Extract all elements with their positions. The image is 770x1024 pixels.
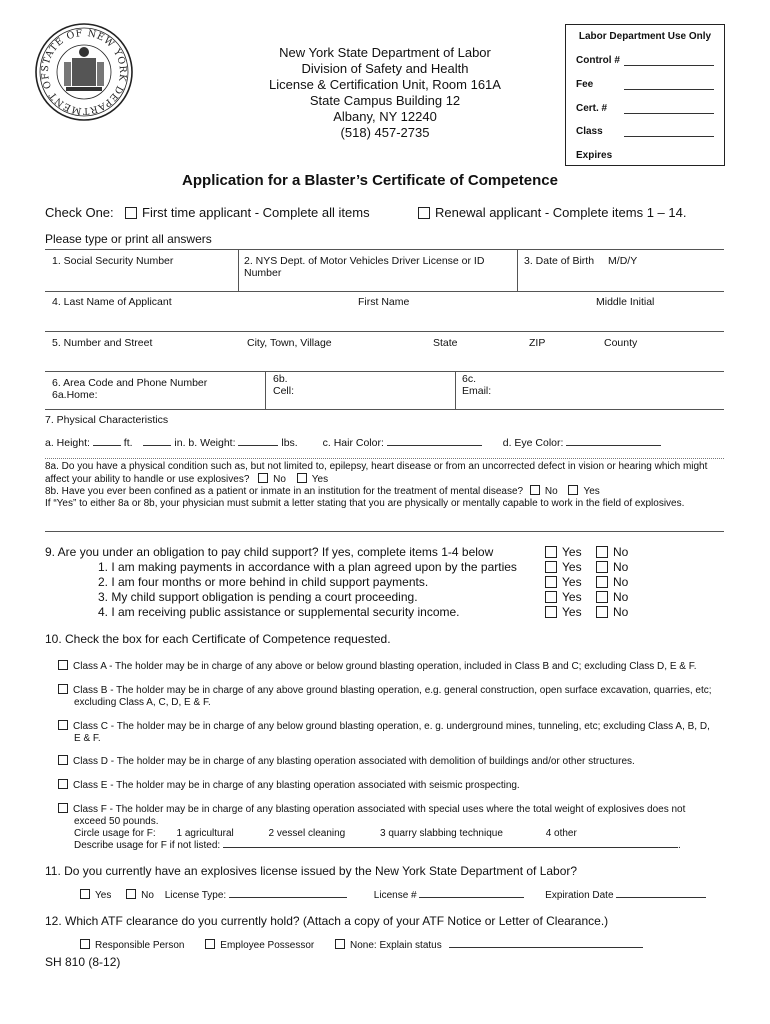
class-c-checkbox[interactable] [58,720,68,730]
agency-address-block [235,45,535,141]
email-number-label: 6c. [462,373,477,385]
q11-no-label: No [141,890,154,901]
license-number-label: License # [373,890,417,901]
city-field[interactable] [247,337,332,349]
q9-1-yes-checkbox[interactable] [545,561,557,573]
first-time-label: First time applicant - Complete all items [142,205,370,220]
q9-4-yes-checkbox[interactable] [545,606,557,618]
circle-usage-label: Circle usage for F: [74,828,156,839]
dmv-label: 2. NYS Dept. of Motor Vehicles Driver License or ID Number [244,255,485,279]
division-name: Division of Safety and Health [301,61,469,76]
control-number-label: Control # [576,55,620,66]
q9-1-yes-label: Yes [562,560,582,574]
instruction-text: Please type or print all answers [45,232,212,246]
middle-initial-field[interactable] [596,296,654,308]
describe-period: . [677,840,681,851]
q9-yes-label: Yes [562,545,582,559]
class-c-label: Class C - The holder may be in charge of any below ground blasting operation, e. g. underground mines, tunneling, etc; excluding Class A, B, D, [73,721,710,732]
class-e-checkbox[interactable] [58,779,68,789]
q9-3-yes-checkbox[interactable] [545,591,557,603]
dob-label: 3. Date of Birth [524,255,595,267]
q8a-yes-label: Yes [311,473,329,485]
q9-2-no-checkbox[interactable] [596,576,608,588]
department-use-title: Labor Department Use Only [578,31,712,42]
county-field[interactable] [604,337,637,349]
cell-number-label: 6b. [273,373,288,385]
class-f-label-2: exceed 50 pounds. [74,816,159,827]
q9-4-no-label: No [613,605,629,619]
q9-item-4: 4. I am receiving public assistance or supplemental security income. [98,605,460,619]
city-state-zip: Albany, NY 12240 [333,109,437,124]
physical-title: 7. Physical Characteristics [45,414,169,426]
class-d-option[interactable] [58,755,635,768]
hair-field[interactable] [387,445,482,446]
q8a-no-checkbox[interactable] [258,473,268,483]
height-in-field[interactable] [143,445,171,446]
fee-label: Fee [576,79,594,90]
q8a-no-label: No [273,473,286,485]
responsible-person-label: Responsible Person [95,940,185,951]
describe-usage-field[interactable] [223,847,678,848]
q8b-no-label: No [544,486,558,498]
license-type-label: License Type: [164,890,227,901]
street-label: 5. Number and Street [52,337,153,349]
ssn-field[interactable] [52,255,173,267]
license-type-field[interactable] [229,897,347,898]
none-label: None: Explain status [350,940,442,951]
q11-no-checkbox[interactable] [126,889,136,899]
class-c-label-2: E & F. [74,733,101,744]
q9-yes-column [545,545,582,620]
employee-possessor-label: Employee Possessor [220,940,315,951]
q8-note: If “Yes” to either 8a or 8b, your physician must submit a letter stating that you are physically or mentally capable to work in the field of explosives. [45,497,685,509]
q8a-text: 8a. Do you have a physical condition such as, but not limited to, epilepsy, heart disease or from an uncorrected defect in vision or hearing which might [45,461,708,472]
ft-label: ft. [123,437,133,449]
eye-label: d. Eye Color: [502,437,564,449]
q9-item-2: 2. I am four months or more behind in child support payments. [98,575,429,589]
q10-title: 10. Check the box for each Certificate of Competence requested. [45,632,391,646]
q8b-text: 8b. Have you ever been confined as a patient or inmate in an institution for the treatment of mental disease? [45,486,524,498]
cell-phone-field[interactable] [273,373,294,397]
cert-number-field[interactable] [624,113,714,114]
form-number: SH 810 (8-12) [45,955,121,969]
last-name-label: 4. Last Name of Applicant [52,296,172,308]
zip-field[interactable] [529,337,545,349]
question-8 [45,461,725,509]
class-a-label: Class A - The holder may be in charge of any above or below ground blasting operation, included in Class B and C; excluding Class D, E & F. [73,661,697,672]
q9-4-no-checkbox[interactable] [596,606,608,618]
q9-2-no-label: No [613,575,629,589]
physical-row [45,437,661,449]
q8b-yes-checkbox[interactable] [568,485,578,495]
class-f-checkbox[interactable] [58,803,68,813]
usage-quarry-slabbing[interactable]: 3 quarry slabbing technique [380,828,503,839]
weight-label: b. Weight: [188,437,236,449]
class-f-option[interactable] [58,803,726,852]
class-a-option[interactable] [58,660,697,673]
q8b-no-checkbox[interactable] [530,485,540,495]
none-checkbox[interactable] [335,939,345,949]
q9-yes-checkbox[interactable] [545,546,557,558]
usage-other[interactable]: 4 other [545,828,577,839]
q8a-yes-checkbox[interactable] [297,473,307,483]
city-label: City, Town, Village [247,337,332,349]
dmv-field[interactable] [244,255,509,279]
first-name-label: First Name [358,296,410,308]
class-e-label: Class E - The holder may be in charge of any blasting operation associated with seismic prospecting. [73,780,520,791]
class-b-option[interactable] [58,684,712,709]
class-d-label: Class D - The holder may be in charge of any blasting operation associated with demolition of buildings and/or other structures. [73,756,635,767]
lbs-label: lbs. [281,437,298,449]
usage-vessel-cleaning[interactable]: 2 vessel cleaning [268,828,346,839]
class-f-usage-row [58,828,726,840]
q9-no-label: No [613,545,629,559]
q9-no-checkbox[interactable] [596,546,608,558]
phone-label: 6. Area Code and Phone Number [52,377,208,389]
q9-4-yes-label: Yes [562,605,582,619]
seal-text: STATE OF NEW YORK DEPARTMENT OF [39,27,129,117]
class-b-label: Class B - The holder may be in charge of any above ground blasting operation, e.g. general construction, open surface excavation, quarries, etc; [73,685,712,696]
in-label: in. [174,437,186,449]
zip-label: ZIP [529,337,546,349]
q11-yes-checkbox[interactable] [80,889,90,899]
q11-yes-label: Yes [95,890,112,901]
first-time-checkbox[interactable] [125,207,137,219]
q9-item-1: 1. I am making payments in accordance with a plan agreed upon by the parties [98,560,517,574]
building-name: State Campus Building 12 [309,93,461,108]
height-ft-field[interactable] [93,445,121,446]
q11-row [80,889,706,901]
last-name-field[interactable] [52,296,172,308]
employee-possessor-checkbox[interactable] [205,939,215,949]
q12-row [80,939,643,951]
q9-2-yes-label: Yes [562,575,582,589]
class-f-label: Class F - The holder may be in charge of any blasting operation associated with special uses where the total weight of explosives does not [73,804,686,815]
street-field[interactable] [52,337,152,349]
dob-field[interactable] [524,255,637,267]
q9-text: 9. Are you under an obligation to pay child support? If yes, complete items 1-4 below [45,545,494,559]
q9-3-yes-label: Yes [562,590,582,604]
department-use-box [565,24,725,166]
renewal-option[interactable] [418,205,686,220]
fee-field[interactable] [624,89,714,90]
agency-name: New York State Department of Labor [279,45,491,60]
middle-initial-label: Middle Initial [596,296,655,308]
q8b-yes-label: Yes [583,486,600,498]
describe-usage-label: Describe usage for F if not listed: [74,840,221,851]
describe-usage-row [58,840,726,852]
q9-1-no-label: No [613,560,629,574]
home-phone-field[interactable] [52,377,207,401]
q9-3-no-checkbox[interactable] [596,591,608,603]
county-label: County [604,337,638,349]
q8a-text-2: affect your ability to handle or use explosives? [45,473,250,485]
responsible-person-checkbox[interactable] [80,939,90,949]
q9-item-3: 3. My child support obligation is pending a court proceeding. [98,590,418,604]
department-seal [34,22,134,122]
class-b-label-2: excluding Class A, C, D, E & F. [74,697,211,708]
usage-agricultural[interactable]: 1 agricultural [176,828,234,839]
email-label: Email: [462,385,492,397]
class-e-option[interactable] [58,779,520,792]
ssn-label: 1. Social Security Number [52,255,174,267]
first-name-field[interactable] [358,296,409,308]
eye-field[interactable] [566,445,661,446]
dob-format: M/D/Y [608,255,638,267]
control-number-field[interactable] [624,65,714,66]
state-label: State [433,337,458,349]
height-label: a. Height: [45,437,90,449]
agency-phone: (518) 457-2735 [340,125,430,140]
cell-label: Cell: [273,385,295,397]
form-title: Application for a Blaster’s Certificate of Competence [182,172,558,189]
email-field[interactable] [462,373,491,397]
class-b-checkbox[interactable] [58,684,68,694]
q9-no-column [596,545,628,620]
none-explain-field[interactable] [449,947,643,948]
class-field[interactable] [624,136,714,137]
check-one-label: Check One: [45,205,114,220]
q9-1-no-checkbox[interactable] [596,561,608,573]
hair-label: c. Hair Color: [322,437,384,449]
state-field[interactable] [433,337,458,349]
q12-title: 12. Which ATF clearance do you currently hold? (Attach a copy of your ATF Notice or Letter of Clearance.) [45,914,609,928]
unit-name: License & Certification Unit, Room 161A [269,77,501,92]
expiration-date-label: Expiration Date [545,890,614,901]
renewal-label: Renewal applicant - Complete items 1 – 14. [435,205,687,220]
class-c-option[interactable] [58,720,710,745]
class-a-checkbox[interactable] [58,660,68,670]
class-d-checkbox[interactable] [58,755,68,765]
q9-items [98,560,517,620]
q11-title: 11. Do you currently have an explosives license issued by the New York State Department of Labor? [45,864,578,878]
home-label: 6a.Home: [52,389,98,401]
cert-number-label: Cert. # [576,103,608,114]
renewal-checkbox[interactable] [418,207,430,219]
class-label: Class [576,126,603,137]
weight-field[interactable] [238,445,278,446]
first-time-option[interactable] [125,205,370,220]
expiration-date-field[interactable] [616,897,706,898]
q9-3-no-label: No [613,590,629,604]
expires-label: Expires [576,150,613,161]
q9-2-yes-checkbox[interactable] [545,576,557,588]
license-number-field[interactable] [419,897,524,898]
